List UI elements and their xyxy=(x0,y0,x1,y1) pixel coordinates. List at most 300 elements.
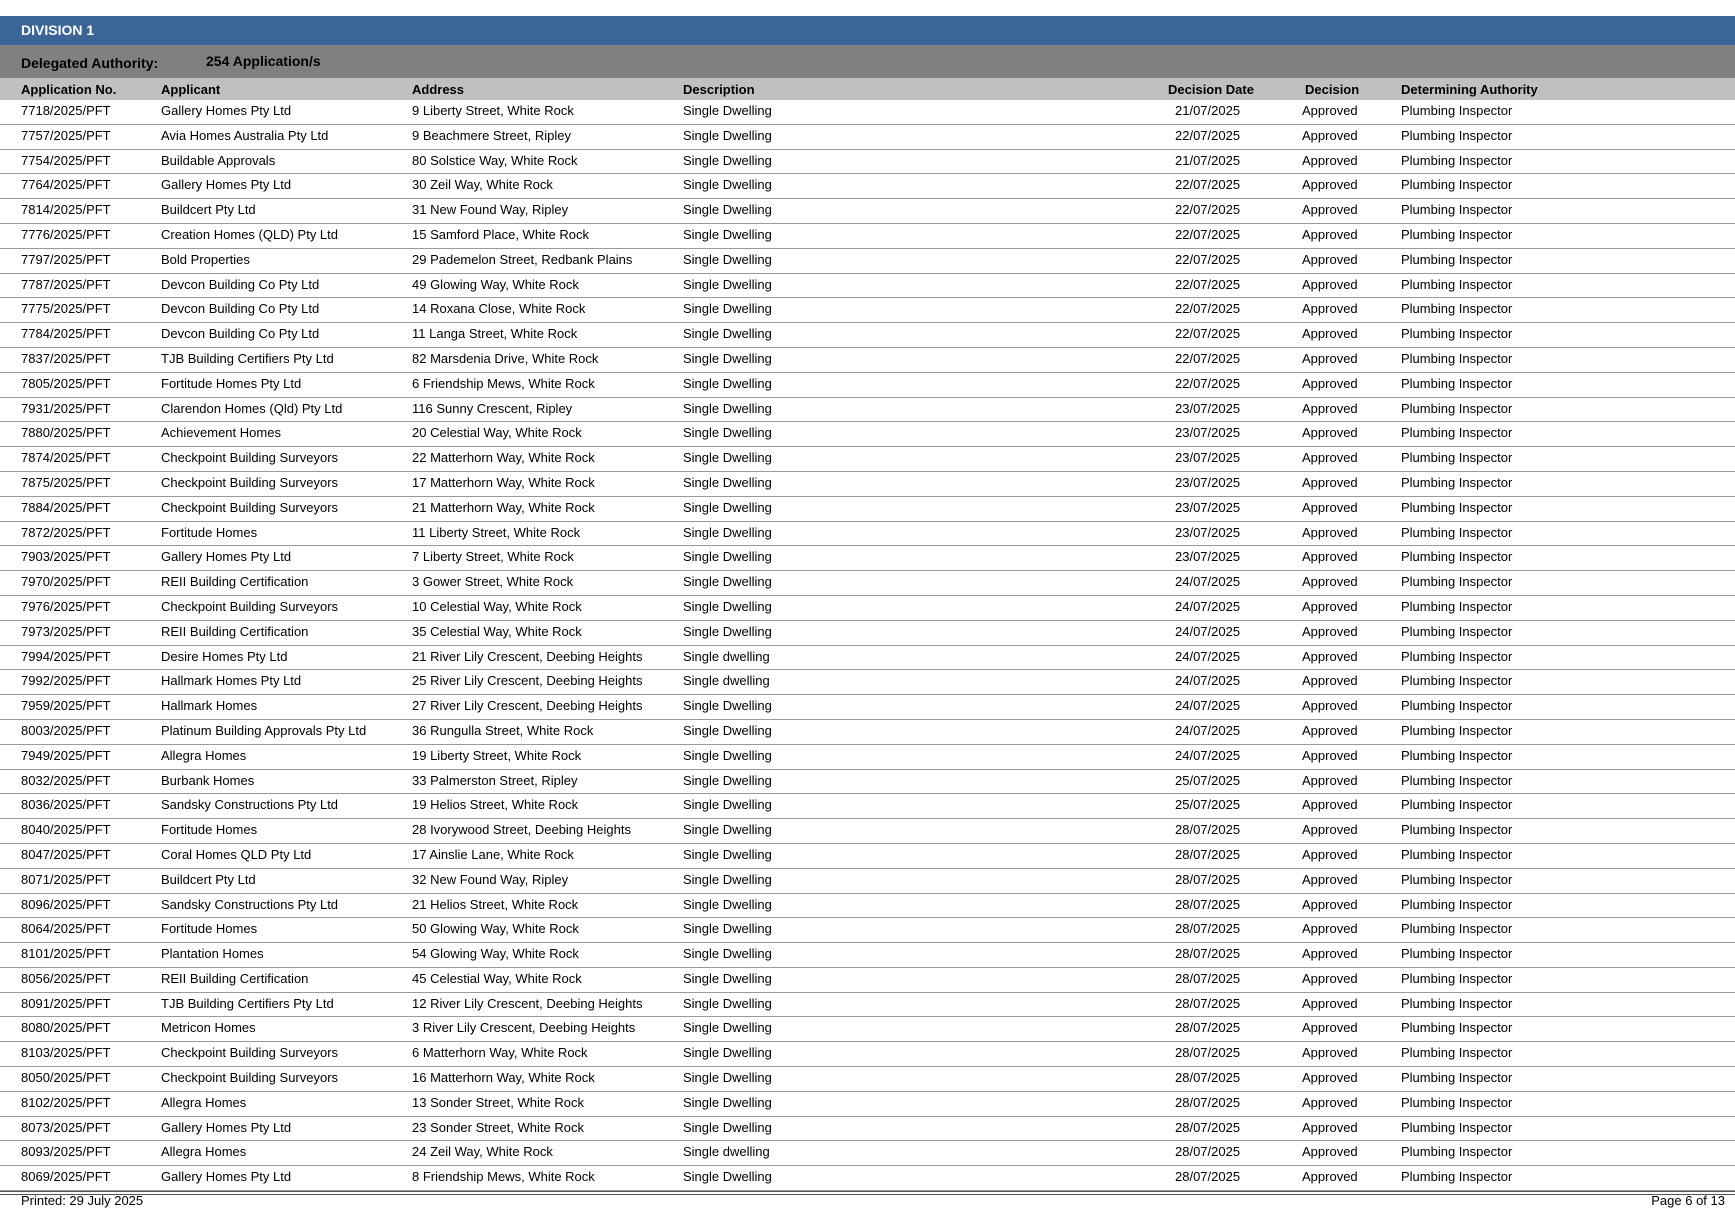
cell-applicant: Devcon Building Co Pty Ltd xyxy=(161,276,320,292)
cell-decision-date: 28/07/2025 xyxy=(1175,822,1241,838)
cell-decision: Approved xyxy=(1302,450,1358,466)
cell-determining-authority: Plumbing Inspector xyxy=(1401,574,1513,590)
table-row xyxy=(0,918,1735,943)
table-row xyxy=(0,422,1735,447)
cell-applicant: Checkpoint Building Surveyors xyxy=(161,474,339,490)
cell-description: Single Dwelling xyxy=(683,1169,772,1185)
printed-date: Printed: 29 July 2025 xyxy=(21,1193,144,1208)
cell-determining-authority: Plumbing Inspector xyxy=(1401,1020,1513,1036)
cell-determining-authority: Plumbing Inspector xyxy=(1401,1070,1513,1086)
cell-decision-date: 24/07/2025 xyxy=(1175,648,1241,664)
cell-determining-authority: Plumbing Inspector xyxy=(1401,747,1513,763)
cell-determining-authority: Plumbing Inspector xyxy=(1401,499,1513,515)
table-row xyxy=(0,695,1735,720)
cell-address: 10 Celestial Way, White Rock xyxy=(412,598,582,614)
cell-application-number: 7718/2025/PFT xyxy=(21,103,111,118)
cell-decision-date: 23/07/2025 xyxy=(1175,474,1241,490)
cell-description: Single Dwelling xyxy=(683,970,772,986)
table-row xyxy=(0,1092,1735,1117)
cell-description: Single Dwelling xyxy=(683,871,772,887)
cell-decision-date: 24/07/2025 xyxy=(1175,623,1241,639)
cell-determining-authority: Plumbing Inspector xyxy=(1401,326,1513,342)
cell-decision: Approved xyxy=(1302,1045,1358,1061)
cell-address: 28 Ivorywood Street, Deebing Heights xyxy=(412,822,631,838)
cell-description: Single Dwelling xyxy=(683,276,772,292)
cell-applicant: Achievement Homes xyxy=(161,425,281,441)
cell-determining-authority: Plumbing Inspector xyxy=(1401,474,1513,490)
cell-applicant: Gallery Homes Pty Ltd xyxy=(161,549,292,565)
cell-applicant: Bold Properties xyxy=(161,251,250,267)
cell-decision: Approved xyxy=(1302,1020,1358,1036)
cell-applicant: Allegra Homes xyxy=(161,747,247,763)
cell-application-number: 7757/2025/PFT xyxy=(21,127,111,143)
cell-address: 23 Sonder Street, White Rock xyxy=(412,1119,584,1135)
cell-decision-date: 28/07/2025 xyxy=(1175,1144,1241,1160)
column-header-decision-date: Decision Date xyxy=(1168,82,1254,97)
cell-address: 36 Rungulla Street, White Rock xyxy=(412,722,594,738)
cell-determining-authority: Plumbing Inspector xyxy=(1401,970,1513,986)
cell-address: 8 Friendship Mews, White Rock xyxy=(412,1169,595,1185)
cell-decision: Approved xyxy=(1302,772,1358,788)
table-row xyxy=(0,447,1735,472)
cell-description: Single Dwelling xyxy=(683,524,772,540)
cell-description: Single Dwelling xyxy=(683,1119,772,1135)
cell-address: 14 Roxana Close, White Rock xyxy=(412,301,586,317)
cell-address: 3 River Lily Crescent, Deebing Heights xyxy=(412,1020,636,1036)
cell-decision-date: 28/07/2025 xyxy=(1175,1045,1241,1061)
table-row xyxy=(0,819,1735,844)
cell-description: Single Dwelling xyxy=(683,995,772,1011)
cell-description: Single Dwelling xyxy=(683,425,772,441)
application-count: 254 Application/s xyxy=(206,53,321,69)
cell-decision: Approved xyxy=(1302,1094,1358,1110)
table-row xyxy=(0,150,1735,175)
cell-address: 11 Liberty Street, White Rock xyxy=(412,524,581,540)
cell-address: 11 Langa Street, White Rock xyxy=(412,326,578,342)
cell-address: 17 Ainslie Lane, White Rock xyxy=(412,846,574,862)
cell-decision-date: 28/07/2025 xyxy=(1175,1070,1241,1086)
cell-determining-authority: Plumbing Inspector xyxy=(1401,152,1513,168)
table-row xyxy=(0,596,1735,621)
table-row xyxy=(0,1117,1735,1142)
cell-address: 30 Zeil Way, White Rock xyxy=(412,177,553,193)
page-number: Page 6 of 13 xyxy=(1651,1193,1725,1208)
cell-address: 45 Celestial Way, White Rock xyxy=(412,970,582,986)
table-row xyxy=(0,249,1735,274)
cell-application-number: 8096/2025/PFT xyxy=(21,896,111,912)
cell-decision-date: 22/07/2025 xyxy=(1175,202,1241,218)
cell-description: Single Dwelling xyxy=(683,177,772,193)
cell-description: Single Dwelling xyxy=(683,1020,772,1036)
cell-description: Single Dwelling xyxy=(683,326,772,342)
cell-application-number: 7797/2025/PFT xyxy=(21,251,111,267)
cell-decision: Approved xyxy=(1302,202,1358,218)
cell-applicant: Sandsky Constructions Pty Ltd xyxy=(161,896,339,912)
cell-application-number: 8032/2025/PFT xyxy=(21,772,111,788)
cell-decision-date: 22/07/2025 xyxy=(1175,301,1241,317)
cell-decision: Approved xyxy=(1302,1119,1358,1135)
cell-address: 3 Gower Street, White Rock xyxy=(412,574,574,590)
table-header xyxy=(0,78,1735,100)
cell-address: 13 Sonder Street, White Rock xyxy=(412,1094,584,1110)
cell-decision: Approved xyxy=(1302,127,1358,143)
cell-determining-authority: Plumbing Inspector xyxy=(1401,1144,1513,1160)
cell-application-number: 7970/2025/PFT xyxy=(21,574,111,590)
cell-description: Single Dwelling xyxy=(683,698,772,714)
cell-decision: Approved xyxy=(1302,276,1358,292)
cell-determining-authority: Plumbing Inspector xyxy=(1401,450,1513,466)
cell-applicant: Platinum Building Approvals Pty Ltd xyxy=(161,722,367,738)
cell-address: 21 Matterhorn Way, White Rock xyxy=(412,499,595,515)
cell-decision: Approved xyxy=(1302,946,1358,962)
table-row xyxy=(0,770,1735,795)
cell-description: Single Dwelling xyxy=(683,574,772,590)
cell-determining-authority: Plumbing Inspector xyxy=(1401,772,1513,788)
cell-application-number: 7754/2025/PFT xyxy=(21,152,111,168)
cell-applicant: Coral Homes QLD Pty Ltd xyxy=(161,846,312,862)
table-row xyxy=(0,1141,1735,1166)
cell-application-number: 7872/2025/PFT xyxy=(21,524,111,540)
cell-address: 19 Helios Street, White Rock xyxy=(412,797,579,813)
cell-address: 12 River Lily Crescent, Deebing Heights xyxy=(412,995,643,1011)
table-row xyxy=(0,125,1735,150)
cell-determining-authority: Plumbing Inspector xyxy=(1401,1169,1513,1185)
cell-applicant: REII Building Certification xyxy=(161,574,309,590)
cell-determining-authority: Plumbing Inspector xyxy=(1401,648,1513,664)
cell-applicant: Fortitude Homes xyxy=(161,921,258,937)
cell-determining-authority: Plumbing Inspector xyxy=(1401,698,1513,714)
cell-determining-authority: Plumbing Inspector xyxy=(1401,673,1513,689)
cell-determining-authority: Plumbing Inspector xyxy=(1401,896,1513,912)
cell-description: Single Dwelling xyxy=(683,499,772,515)
cell-applicant: Checkpoint Building Surveyors xyxy=(161,1070,339,1086)
cell-address: 82 Marsdenia Drive, White Rock xyxy=(412,350,599,366)
cell-decision-date: 22/07/2025 xyxy=(1175,375,1241,391)
cell-determining-authority: Plumbing Inspector xyxy=(1401,400,1513,416)
cell-description: Single Dwelling xyxy=(683,350,772,366)
cell-decision-date: 28/07/2025 xyxy=(1175,921,1241,937)
cell-description: Single Dwelling xyxy=(683,375,772,391)
cell-decision: Approved xyxy=(1302,524,1358,540)
cell-decision: Approved xyxy=(1302,301,1358,317)
cell-decision: Approved xyxy=(1302,251,1358,267)
cell-application-number: 8003/2025/PFT xyxy=(21,722,111,738)
cell-decision-date: 22/07/2025 xyxy=(1175,251,1241,267)
cell-application-number: 8040/2025/PFT xyxy=(21,822,111,838)
cell-decision: Approved xyxy=(1302,226,1358,242)
cell-applicant: Checkpoint Building Surveyors xyxy=(161,450,339,466)
cell-applicant: Hallmark Homes Pty Ltd xyxy=(161,673,302,689)
table-row xyxy=(0,398,1735,423)
cell-application-number: 7805/2025/PFT xyxy=(21,375,111,391)
cell-application-number: 8036/2025/PFT xyxy=(21,797,111,813)
cell-determining-authority: Plumbing Inspector xyxy=(1401,177,1513,193)
table-row xyxy=(0,943,1735,968)
cell-decision: Approved xyxy=(1302,425,1358,441)
cell-description: Single Dwelling xyxy=(683,152,772,168)
cell-determining-authority: Plumbing Inspector xyxy=(1401,251,1513,267)
cell-decision-date: 22/07/2025 xyxy=(1175,226,1241,242)
cell-description: Single Dwelling xyxy=(683,1094,772,1110)
cell-address: 80 Solstice Way, White Rock xyxy=(412,152,578,168)
table-row xyxy=(0,1166,1735,1191)
cell-decision: Approved xyxy=(1302,474,1358,490)
cell-applicant: Fortitude Homes xyxy=(161,524,258,540)
cell-decision-date: 28/07/2025 xyxy=(1175,871,1241,887)
cell-application-number: 8093/2025/PFT xyxy=(21,1144,111,1160)
cell-applicant: Devcon Building Co Pty Ltd xyxy=(161,301,320,317)
cell-description: Single Dwelling xyxy=(683,772,772,788)
table-row xyxy=(0,1017,1735,1042)
cell-address: 29 Pademelon Street, Redbank Plains xyxy=(412,251,633,267)
cell-decision-date: 22/07/2025 xyxy=(1175,127,1241,143)
cell-applicant: Gallery Homes Pty Ltd xyxy=(161,1119,292,1135)
cell-decision-date: 28/07/2025 xyxy=(1175,1094,1241,1110)
cell-address: 7 Liberty Street, White Rock xyxy=(412,549,574,565)
cell-decision-date: 28/07/2025 xyxy=(1175,896,1241,912)
cell-decision: Approved xyxy=(1302,698,1358,714)
cell-applicant: Fortitude Homes Pty Ltd xyxy=(161,375,302,391)
cell-applicant: Buildable Approvals xyxy=(161,152,276,168)
cell-determining-authority: Plumbing Inspector xyxy=(1401,1119,1513,1135)
cell-decision-date: 24/07/2025 xyxy=(1175,574,1241,590)
cell-determining-authority: Plumbing Inspector xyxy=(1401,946,1513,962)
table-row xyxy=(0,497,1735,522)
cell-application-number: 7874/2025/PFT xyxy=(21,450,111,466)
cell-decision: Approved xyxy=(1302,326,1358,342)
cell-determining-authority: Plumbing Inspector xyxy=(1401,103,1513,118)
column-header-description: Description xyxy=(683,82,755,97)
cell-applicant: Burbank Homes xyxy=(161,772,255,788)
cell-application-number: 7775/2025/PFT xyxy=(21,301,111,317)
cell-application-number: 7959/2025/PFT xyxy=(21,698,111,714)
cell-address: 35 Celestial Way, White Rock xyxy=(412,623,582,639)
cell-application-number: 7931/2025/PFT xyxy=(21,400,111,416)
cell-decision-date: 22/07/2025 xyxy=(1175,326,1241,342)
cell-description: Single Dwelling xyxy=(683,722,772,738)
cell-determining-authority: Plumbing Inspector xyxy=(1401,226,1513,242)
cell-determining-authority: Plumbing Inspector xyxy=(1401,202,1513,218)
table-row xyxy=(0,968,1735,993)
cell-applicant: Clarendon Homes (Qld) Pty Ltd xyxy=(161,400,343,416)
cell-decision-date: 25/07/2025 xyxy=(1175,772,1241,788)
cell-application-number: 8071/2025/PFT xyxy=(21,871,111,887)
cell-application-number: 8069/2025/PFT xyxy=(21,1169,111,1185)
cell-application-number: 7880/2025/PFT xyxy=(21,425,111,441)
cell-decision: Approved xyxy=(1302,995,1358,1011)
cell-determining-authority: Plumbing Inspector xyxy=(1401,1094,1513,1110)
cell-application-number: 7949/2025/PFT xyxy=(21,747,111,763)
table-row xyxy=(0,1042,1735,1067)
table-row xyxy=(0,571,1735,596)
table-row xyxy=(0,621,1735,646)
table-row xyxy=(0,546,1735,571)
cell-applicant: Allegra Homes xyxy=(161,1144,247,1160)
cell-application-number: 8064/2025/PFT xyxy=(21,921,111,937)
division-header: DIVISION 1 xyxy=(0,16,1735,45)
cell-address: 6 Matterhorn Way, White Rock xyxy=(412,1045,588,1061)
cell-decision-date: 25/07/2025 xyxy=(1175,797,1241,813)
cell-applicant: Plantation Homes xyxy=(161,946,264,962)
cell-applicant: REII Building Certification xyxy=(161,623,309,639)
cell-decision-date: 24/07/2025 xyxy=(1175,747,1241,763)
cell-address: 27 River Lily Crescent, Deebing Heights xyxy=(412,698,643,714)
cell-description: Single Dwelling xyxy=(683,400,772,416)
cell-decision-date: 23/07/2025 xyxy=(1175,499,1241,515)
cell-decision: Approved xyxy=(1302,574,1358,590)
table-row xyxy=(0,670,1735,695)
table-row xyxy=(0,174,1735,199)
table-row xyxy=(0,869,1735,894)
cell-applicant: Allegra Homes xyxy=(161,1094,247,1110)
cell-applicant: Buildcert Pty Ltd xyxy=(161,871,256,887)
footer-divider-secondary xyxy=(0,1194,1735,1195)
cell-application-number: 7973/2025/PFT xyxy=(21,623,111,639)
cell-application-number: 7837/2025/PFT xyxy=(21,350,111,366)
cell-determining-authority: Plumbing Inspector xyxy=(1401,822,1513,838)
authority-label: Delegated Authority: xyxy=(21,55,159,71)
cell-determining-authority: Plumbing Inspector xyxy=(1401,797,1513,813)
column-header-address: Address xyxy=(412,82,465,97)
cell-address: 22 Matterhorn Way, White Rock xyxy=(412,450,595,466)
cell-description: Single Dwelling xyxy=(683,1045,772,1061)
cell-determining-authority: Plumbing Inspector xyxy=(1401,1045,1513,1061)
cell-decision: Approved xyxy=(1302,623,1358,639)
cell-decision-date: 21/07/2025 xyxy=(1175,103,1241,118)
cell-decision-date: 24/07/2025 xyxy=(1175,598,1241,614)
cell-applicant: Checkpoint Building Surveyors xyxy=(161,1045,339,1061)
cell-applicant: Devcon Building Co Pty Ltd xyxy=(161,326,320,342)
cell-applicant: Fortitude Homes xyxy=(161,822,258,838)
cell-address: 9 Liberty Street, White Rock xyxy=(412,103,574,118)
cell-decision: Approved xyxy=(1302,921,1358,937)
cell-decision: Approved xyxy=(1302,822,1358,838)
table-row xyxy=(0,844,1735,869)
cell-application-number: 7784/2025/PFT xyxy=(21,326,111,342)
cell-application-number: 8056/2025/PFT xyxy=(21,970,111,986)
cell-determining-authority: Plumbing Inspector xyxy=(1401,995,1513,1011)
cell-decision: Approved xyxy=(1302,797,1358,813)
table-row xyxy=(0,1067,1735,1092)
cell-address: 54 Glowing Way, White Rock xyxy=(412,946,579,962)
cell-decision-date: 24/07/2025 xyxy=(1175,673,1241,689)
cell-decision-date: 23/07/2025 xyxy=(1175,524,1241,540)
cell-application-number: 8103/2025/PFT xyxy=(21,1045,111,1061)
applications-table xyxy=(0,100,1735,1191)
cell-address: 17 Matterhorn Way, White Rock xyxy=(412,474,595,490)
cell-application-number: 7976/2025/PFT xyxy=(21,598,111,614)
footer-divider xyxy=(0,1191,1735,1192)
cell-application-number: 7884/2025/PFT xyxy=(21,499,111,515)
cell-decision: Approved xyxy=(1302,598,1358,614)
cell-application-number: 7994/2025/PFT xyxy=(21,648,111,664)
cell-applicant: Hallmark Homes xyxy=(161,698,258,714)
cell-description: Single Dwelling xyxy=(683,251,772,267)
cell-application-number: 7992/2025/PFT xyxy=(21,673,111,689)
cell-description: Single Dwelling xyxy=(683,896,772,912)
cell-description: Single Dwelling xyxy=(683,127,772,143)
cell-decision-date: 23/07/2025 xyxy=(1175,450,1241,466)
column-header-application: Application No. xyxy=(21,82,117,97)
cell-description: Single Dwelling xyxy=(683,103,772,118)
cell-decision-date: 28/07/2025 xyxy=(1175,1169,1241,1185)
cell-description: Single Dwelling xyxy=(683,202,772,218)
cell-application-number: 8080/2025/PFT xyxy=(21,1020,111,1036)
column-header-applicant: Applicant xyxy=(161,82,221,97)
cell-determining-authority: Plumbing Inspector xyxy=(1401,276,1513,292)
table-row xyxy=(0,720,1735,745)
cell-description: Single dwelling xyxy=(683,673,770,689)
cell-determining-authority: Plumbing Inspector xyxy=(1401,598,1513,614)
cell-application-number: 8102/2025/PFT xyxy=(21,1094,111,1110)
table-row xyxy=(0,199,1735,224)
cell-address: 31 New Found Way, Ripley xyxy=(412,202,569,218)
cell-address: 21 Helios Street, White Rock xyxy=(412,896,579,912)
cell-decision-date: 28/07/2025 xyxy=(1175,995,1241,1011)
cell-applicant: Gallery Homes Pty Ltd xyxy=(161,103,292,118)
cell-decision-date: 23/07/2025 xyxy=(1175,400,1241,416)
cell-address: 25 River Lily Crescent, Deebing Heights xyxy=(412,673,643,689)
cell-application-number: 8047/2025/PFT xyxy=(21,846,111,862)
cell-applicant: Metricon Homes xyxy=(161,1020,256,1036)
cell-applicant: Gallery Homes Pty Ltd xyxy=(161,177,292,193)
cell-decision: Approved xyxy=(1302,103,1358,118)
cell-decision-date: 28/07/2025 xyxy=(1175,970,1241,986)
cell-decision: Approved xyxy=(1302,722,1358,738)
cell-description: Single Dwelling xyxy=(683,549,772,565)
cell-application-number: 7776/2025/PFT xyxy=(21,226,111,242)
cell-application-number: 7875/2025/PFT xyxy=(21,474,111,490)
cell-description: Single Dwelling xyxy=(683,797,772,813)
cell-description: Single Dwelling xyxy=(683,598,772,614)
cell-decision-date: 22/07/2025 xyxy=(1175,350,1241,366)
cell-address: 9 Beachmere Street, Ripley xyxy=(412,127,571,143)
cell-determining-authority: Plumbing Inspector xyxy=(1401,524,1513,540)
cell-determining-authority: Plumbing Inspector xyxy=(1401,871,1513,887)
cell-decision: Approved xyxy=(1302,747,1358,763)
cell-decision: Approved xyxy=(1302,673,1358,689)
cell-description: Single Dwelling xyxy=(683,301,772,317)
cell-decision: Approved xyxy=(1302,896,1358,912)
table-row xyxy=(0,993,1735,1018)
cell-decision-date: 23/07/2025 xyxy=(1175,549,1241,565)
table-row xyxy=(0,522,1735,547)
table-row xyxy=(0,745,1735,770)
cell-address: 16 Matterhorn Way, White Rock xyxy=(412,1070,595,1086)
cell-decision: Approved xyxy=(1302,846,1358,862)
cell-decision-date: 22/07/2025 xyxy=(1175,276,1241,292)
cell-application-number: 8101/2025/PFT xyxy=(21,946,111,962)
cell-decision-date: 24/07/2025 xyxy=(1175,698,1241,714)
cell-applicant: TJB Building Certifiers Pty Ltd xyxy=(161,995,334,1011)
cell-decision-date: 21/07/2025 xyxy=(1175,152,1241,168)
cell-description: Single Dwelling xyxy=(683,1070,772,1086)
cell-determining-authority: Plumbing Inspector xyxy=(1401,623,1513,639)
cell-application-number: 7764/2025/PFT xyxy=(21,177,111,193)
cell-determining-authority: Plumbing Inspector xyxy=(1401,921,1513,937)
cell-description: Single Dwelling xyxy=(683,822,772,838)
cell-decision: Approved xyxy=(1302,1169,1358,1185)
cell-decision-date: 28/07/2025 xyxy=(1175,1119,1241,1135)
cell-decision-date: 24/07/2025 xyxy=(1175,722,1241,738)
cell-application-number: 8050/2025/PFT xyxy=(21,1070,111,1086)
cell-description: Single Dwelling xyxy=(683,946,772,962)
cell-applicant: Sandsky Constructions Pty Ltd xyxy=(161,797,339,813)
cell-decision: Approved xyxy=(1302,177,1358,193)
authority-summary xyxy=(0,45,1735,78)
cell-description: Single Dwelling xyxy=(683,226,772,242)
cell-decision: Approved xyxy=(1302,1070,1358,1086)
